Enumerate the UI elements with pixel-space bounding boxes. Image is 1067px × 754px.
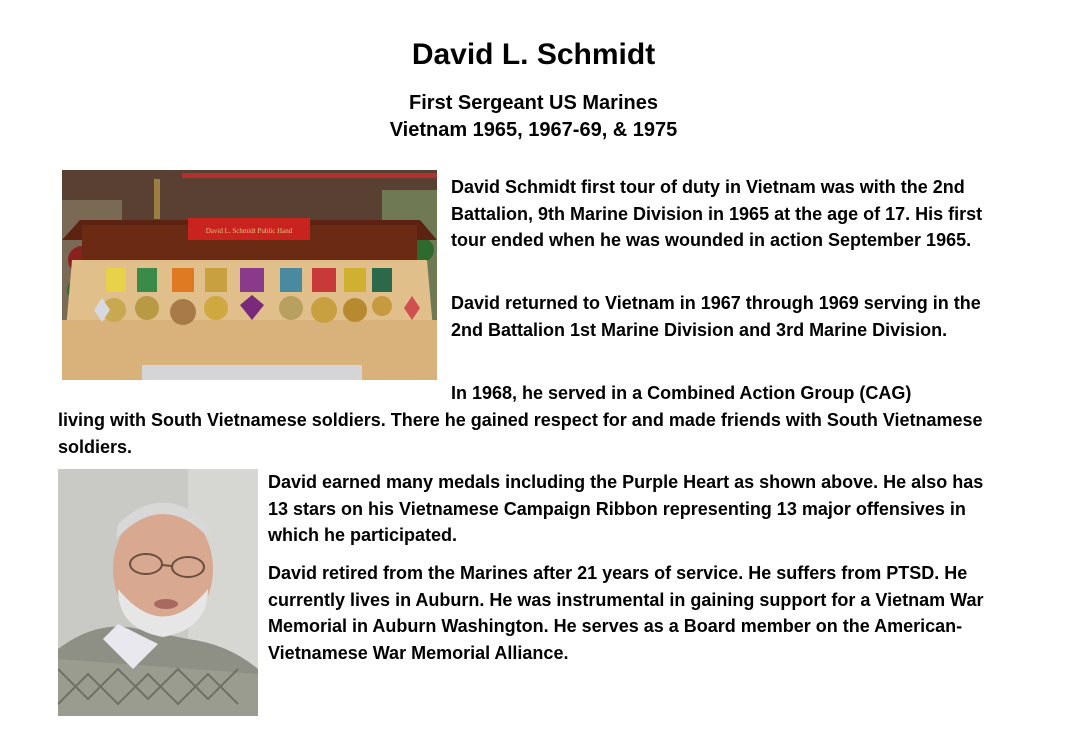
service-years-line: Vietnam 1965, 1967-69, & 1975 (389, 119, 678, 141)
paragraph-cag-line1: In 1968, he served in a Combined Action Group (CAG) (451, 383, 912, 403)
paragraph-first-tour: David Schmidt first tour of duty in Vietnam was with the 2nd Battalion, 9th Marine Division in 1965 at the age of 17. His first tour ended when he was wounded in action September 1965. (451, 177, 983, 250)
portrait-photo (58, 469, 258, 716)
plaque-text: David L. Schmidt Public Hand (205, 227, 293, 235)
rank-line: First Sergeant US Marines (409, 92, 658, 114)
page-title: David L. Schmidt (411, 38, 656, 71)
subtitle (0, 90, 1067, 144)
paragraph-medals: David earned many medals including the Purple Heart as shown above. He also has 13 stars on his Vietnamese Campaign Ribbon representing 13 major offensives in which he participated. (268, 472, 984, 545)
medals-photo (62, 170, 437, 380)
medals-display-image (62, 170, 437, 380)
paragraph-return: David returned to Vietnam in 1967 through 1969 serving in the 2nd Battalion 1st Marine Division and 3rd Marine Division. (451, 293, 981, 340)
paragraph-cag-rest: living with South Vietnamese soldiers. There he gained respect for and made friends with South Vietnamese soldiers. (58, 410, 983, 457)
portrait-image (58, 469, 258, 716)
paragraph-retirement: David retired from the Marines after 21 years of service. He suffers from PTSD. He currently lives in Auburn. He was instrumental in gaining support for a Vietnam War Memorial in Auburn Washington. He serves as a Board member on the American-Vietnamese War Memorial Alliance. (268, 563, 984, 663)
